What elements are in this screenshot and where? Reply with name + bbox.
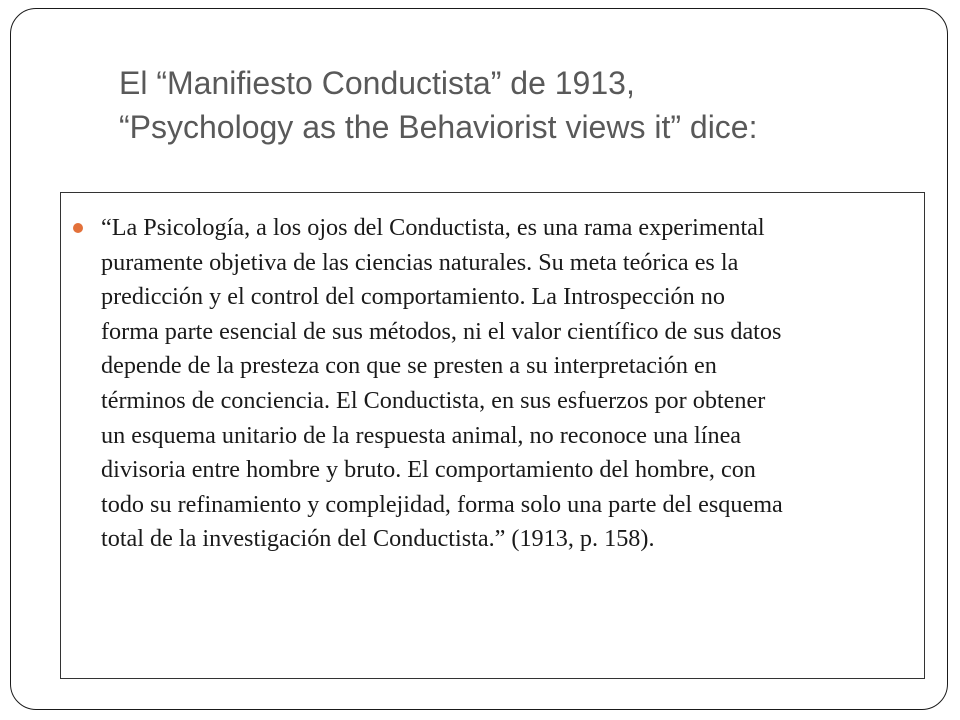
quote-line-8: divisoria entre hombre y bruto. El comportamiento del hombre, con bbox=[101, 456, 756, 484]
bullet-dot-icon bbox=[73, 223, 83, 233]
quote-line-1: “La Psicología, a los ojos del Conductista, es una rama experimental bbox=[101, 214, 765, 241]
quote-line-3: predicción y el control del comportamiento. La Introspección no bbox=[101, 283, 725, 311]
quote-line-10: total de la investigación del Conductista.” (1913, p. 158). bbox=[101, 525, 655, 553]
title-line-1: El “Manifiesto Conductista” de 1913, bbox=[119, 65, 635, 101]
slide bbox=[10, 8, 948, 710]
quote-line-5: depende de la presteza con que se presten a su interpretación en bbox=[101, 352, 717, 380]
quote-line-6: términos de conciencia. El Conductista, en sus esfuerzos por obtener bbox=[101, 386, 766, 414]
quote-line-9: todo su refinamiento y complejidad, forma solo una parte del esquema bbox=[101, 490, 783, 518]
bullet-text bbox=[101, 211, 911, 557]
slide-title bbox=[119, 61, 899, 149]
content-box bbox=[60, 192, 925, 679]
quote-line-7: un esquema unitario de la respuesta animal, no reconoce una línea bbox=[101, 421, 742, 449]
title-line-2: “Psychology as the Behaviorist views it” dice: bbox=[119, 109, 758, 145]
quote-line-4: forma parte esencial de sus métodos, ni el valor científico de sus datos bbox=[101, 317, 782, 345]
quote-line-2: puramente objetiva de las ciencias naturales. Su meta teórica es la bbox=[101, 248, 739, 276]
